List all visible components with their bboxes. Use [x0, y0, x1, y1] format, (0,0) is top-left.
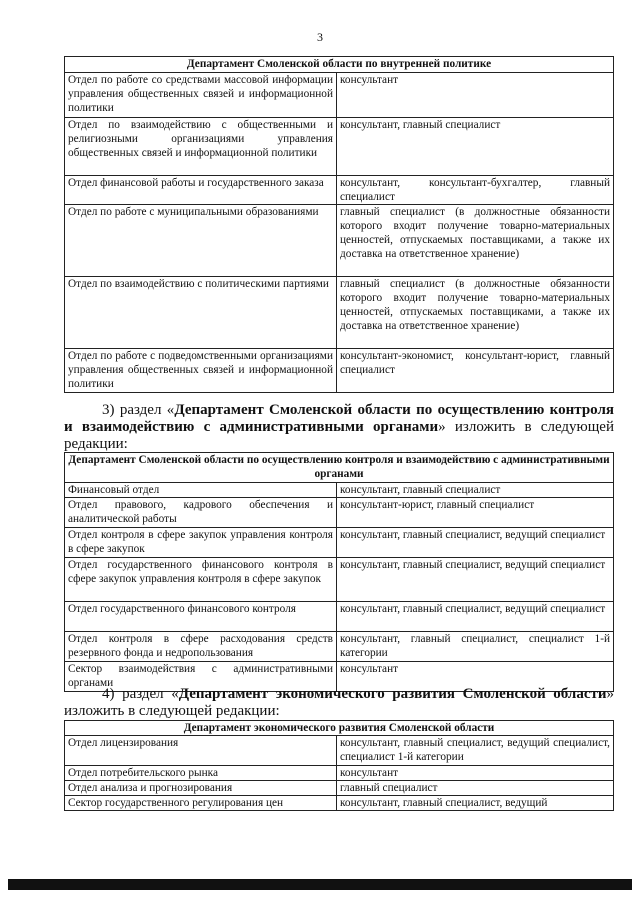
division-cell: Отдел потребительского рынка	[65, 766, 337, 781]
positions-cell: консультант, главный специалист, ведущий специалист, специалист 1-й категории	[337, 736, 614, 766]
table-header: Департамент Смоленской области по внутренней политике	[65, 57, 614, 73]
positions-cell: консультант, главный специалист, ведущий	[337, 796, 614, 811]
division-cell: Отдел по взаимодействию с политическими партиями	[65, 277, 337, 349]
positions-cell: консультант	[337, 766, 614, 781]
positions-cell: главный специалист (в должностные обязанности которого входит получение товарно-материальных ценностей, отпускаемых поставщиками, а также их доставка на ответственное хранение)	[337, 277, 614, 349]
division-cell: Отдел лицензирования	[65, 736, 337, 766]
division-cell: Отдел анализа и прогнозирования	[65, 781, 337, 796]
positions-cell: консультант, консультант-бухгалтер, главный специалист	[337, 176, 614, 205]
positions-cell: консультант, главный специалист, ведущий специалист	[337, 558, 614, 602]
table-header: Департамент Смоленской области по осуществлению контроля и взаимодействию с административными органами	[65, 453, 614, 483]
para3-prefix: 3) раздел «	[102, 402, 175, 418]
positions-cell: консультант, главный специалист, специалист 1-й категории	[337, 632, 614, 662]
positions-cell: консультант-юрист, главный специалист	[337, 498, 614, 528]
positions-cell: консультант, главный специалист	[337, 483, 614, 498]
department-table-control	[64, 452, 614, 692]
positions-cell: консультант, главный специалист, ведущий специалист	[337, 528, 614, 558]
positions-cell: главный специалист (в должностные обязанности которого входит получение товарно-материальных ценностей, отпускаемых поставщиками, а также их доставка на ответственное хранение)	[337, 205, 614, 277]
division-cell: Отдел по работе с подведомственными организациями управления общественных связей и информационной политики	[65, 349, 337, 393]
positions-cell: консультант, главный специалист, ведущий специалист	[337, 602, 614, 632]
positions-cell: консультант, главный специалист	[337, 118, 614, 176]
positions-cell: консультант	[337, 662, 614, 692]
section-3-paragraph	[64, 402, 614, 453]
section-4-paragraph	[64, 686, 614, 720]
para3-department-name: Департамент Смоленской области по осуществлению контроля и взаимодействию с административными органами	[64, 402, 614, 435]
division-cell: Отдел финансовой работы и государственного заказа	[65, 176, 337, 205]
division-cell: Сектор взаимодействия с административными органами	[65, 662, 337, 692]
division-cell: Отдел государственного финансового контроля в сфере закупок управления контроля в сфере закупок	[65, 558, 337, 602]
para4-prefix: 4) раздел «	[102, 686, 179, 702]
para3-suffix: » изложить в следующей редакции:	[64, 419, 614, 452]
para4-department-name: Департамент экономического развития Смоленской области	[178, 686, 607, 702]
page-number: 3	[317, 30, 323, 44]
positions-cell: главный специалист	[337, 781, 614, 796]
positions-cell: консультант-экономист, консультант-юрист, главный специалист	[337, 349, 614, 393]
division-cell: Отдел по взаимодействию с общественными и религиозными организациями управления общественных связей и информационной политики	[65, 118, 337, 176]
division-cell: Финансовый отдел	[65, 483, 337, 498]
division-cell: Отдел контроля в сфере закупок управления контроля в сфере закупок	[65, 528, 337, 558]
scan-bottom-edge	[8, 879, 632, 890]
division-cell: Отдел государственного финансового контроля	[65, 602, 337, 632]
department-table-internal-policy	[64, 56, 614, 393]
division-cell: Отдел по работе с муниципальными образованиями	[65, 205, 337, 277]
para4-suffix: » изложить в следующей редакции:	[64, 686, 614, 719]
division-cell: Отдел правового, кадрового обеспечения и аналитической работы	[65, 498, 337, 528]
department-table-economic-development	[64, 720, 614, 811]
division-cell: Отдел контроля в сфере расходования средств резервного фонда и недропользования	[65, 632, 337, 662]
positions-cell: консультант	[337, 73, 614, 118]
division-cell: Сектор государственного регулирования цен	[65, 796, 337, 811]
table-header: Департамент экономического развития Смоленской области	[65, 721, 614, 736]
division-cell: Отдел по работе со средствами массовой информации управления общественных связей и информационной политики	[65, 73, 337, 118]
